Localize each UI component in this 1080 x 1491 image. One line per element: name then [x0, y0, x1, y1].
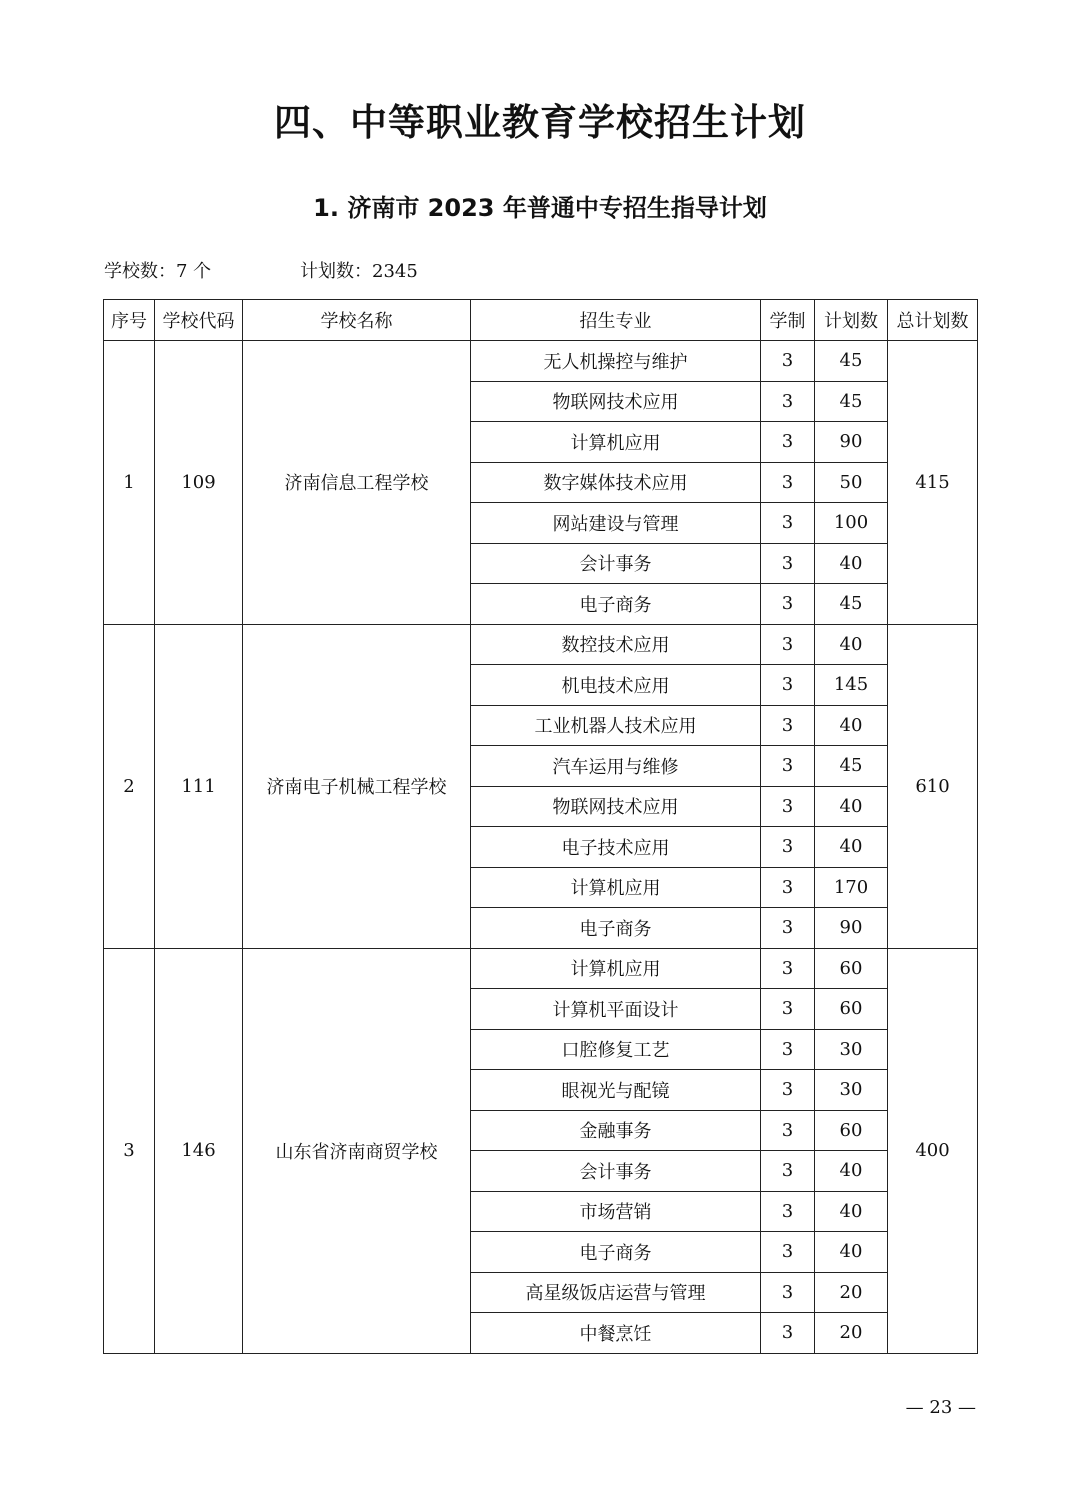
- school-code: 146: [155, 948, 243, 1353]
- major-duration: 3: [761, 341, 815, 382]
- school-count: 学校数：7 个: [104, 261, 212, 282]
- major-name: 计算机应用: [471, 867, 761, 908]
- major-duration: 3: [761, 624, 815, 665]
- major-plan: 60: [815, 989, 888, 1030]
- major-plan: 40: [815, 543, 888, 584]
- major-duration: 3: [761, 543, 815, 584]
- major-duration: 3: [761, 786, 815, 827]
- major-duration: 3: [761, 1232, 815, 1273]
- major-duration: 3: [761, 1313, 815, 1354]
- major-name: 物联网技术应用: [471, 786, 761, 827]
- major-name: 无人机操控与维护: [471, 341, 761, 382]
- major-plan: 40: [815, 1151, 888, 1192]
- school-code: 111: [155, 624, 243, 948]
- major-name: 电子商务: [471, 908, 761, 949]
- major-name: 中餐烹饪: [471, 1313, 761, 1354]
- major-duration: 3: [761, 827, 815, 868]
- school-name: 山东省济南商贸学校: [243, 948, 471, 1353]
- header-school-name: 学校名称: [243, 300, 471, 341]
- major-plan: 20: [815, 1272, 888, 1313]
- page-number: — 23 —: [905, 1397, 976, 1418]
- school-name: 济南信息工程学校: [243, 341, 471, 625]
- major-name: 物联网技术应用: [471, 381, 761, 422]
- major-name: 计算机应用: [471, 422, 761, 463]
- major-plan: 40: [815, 786, 888, 827]
- major-duration: 3: [761, 989, 815, 1030]
- major-plan: 40: [815, 1191, 888, 1232]
- major-name: 网站建设与管理: [471, 503, 761, 544]
- major-duration: 3: [761, 1029, 815, 1070]
- major-name: 汽车运用与维修: [471, 746, 761, 787]
- header-duration: 学制: [761, 300, 815, 341]
- school-seq: 1: [104, 341, 155, 625]
- major-plan: 100: [815, 503, 888, 544]
- major-name: 会计事务: [471, 543, 761, 584]
- major-duration: 3: [761, 1151, 815, 1192]
- header-seq: 序号: [104, 300, 155, 341]
- major-name: 计算机应用: [471, 948, 761, 989]
- header-total-plan: 总计划数: [888, 300, 978, 341]
- major-name: 口腔修复工艺: [471, 1029, 761, 1070]
- major-duration: 3: [761, 705, 815, 746]
- major-duration: 3: [761, 1110, 815, 1151]
- major-name: 会计事务: [471, 1151, 761, 1192]
- plan-count: 计划数：2345: [300, 261, 418, 282]
- major-name: 电子商务: [471, 1232, 761, 1273]
- major-duration: 3: [761, 665, 815, 706]
- major-plan: 45: [815, 341, 888, 382]
- major-duration: 3: [761, 1191, 815, 1232]
- table-subtitle: 1. 济南市 2023 年普通中专招生指导计划: [313, 194, 767, 222]
- major-plan: 20: [815, 1313, 888, 1354]
- major-name: 计算机平面设计: [471, 989, 761, 1030]
- school-seq: 2: [104, 624, 155, 948]
- major-name: 金融事务: [471, 1110, 761, 1151]
- school-code: 109: [155, 341, 243, 625]
- school-name: 济南电子机械工程学校: [243, 624, 471, 948]
- major-plan: 90: [815, 908, 888, 949]
- major-plan: 40: [815, 1232, 888, 1273]
- major-duration: 3: [761, 422, 815, 463]
- school-total-plan: 610: [888, 624, 978, 948]
- major-plan: 145: [815, 665, 888, 706]
- major-name: 数控技术应用: [471, 624, 761, 665]
- major-duration: 3: [761, 1272, 815, 1313]
- table-row: [104, 341, 978, 382]
- major-plan: 60: [815, 948, 888, 989]
- major-name: 数字媒体技术应用: [471, 462, 761, 503]
- major-name: 眼视光与配镜: [471, 1070, 761, 1111]
- major-duration: 3: [761, 584, 815, 625]
- header-school-code: 学校代码: [155, 300, 243, 341]
- major-duration: 3: [761, 1070, 815, 1111]
- major-duration: 3: [761, 381, 815, 422]
- major-duration: 3: [761, 867, 815, 908]
- table-header-row: [104, 300, 978, 341]
- major-plan: 40: [815, 624, 888, 665]
- major-duration: 3: [761, 908, 815, 949]
- major-plan: 30: [815, 1029, 888, 1070]
- header-plan: 计划数: [815, 300, 888, 341]
- major-plan: 45: [815, 746, 888, 787]
- table-body: [104, 341, 978, 1354]
- table-row: [104, 624, 978, 665]
- major-name: 电子技术应用: [471, 827, 761, 868]
- major-plan: 40: [815, 827, 888, 868]
- school-seq: 3: [104, 948, 155, 1353]
- page-title: 四、中等职业教育学校招生计划: [274, 101, 806, 144]
- major-duration: 3: [761, 462, 815, 503]
- major-duration: 3: [761, 746, 815, 787]
- major-plan: 90: [815, 422, 888, 463]
- major-duration: 3: [761, 948, 815, 989]
- major-plan: 45: [815, 381, 888, 422]
- major-name: 工业机器人技术应用: [471, 705, 761, 746]
- major-plan: 40: [815, 705, 888, 746]
- major-plan: 170: [815, 867, 888, 908]
- major-plan: 50: [815, 462, 888, 503]
- enrollment-plan-table: [103, 299, 978, 1354]
- header-major: 招生专业: [471, 300, 761, 341]
- major-plan: 30: [815, 1070, 888, 1111]
- school-total-plan: 400: [888, 948, 978, 1353]
- major-duration: 3: [761, 503, 815, 544]
- major-name: 市场营销: [471, 1191, 761, 1232]
- major-plan: 45: [815, 584, 888, 625]
- major-name: 电子商务: [471, 584, 761, 625]
- school-total-plan: 415: [888, 341, 978, 625]
- major-name: 机电技术应用: [471, 665, 761, 706]
- table-row: [104, 948, 978, 989]
- major-name: 高星级饭店运营与管理: [471, 1272, 761, 1313]
- major-plan: 60: [815, 1110, 888, 1151]
